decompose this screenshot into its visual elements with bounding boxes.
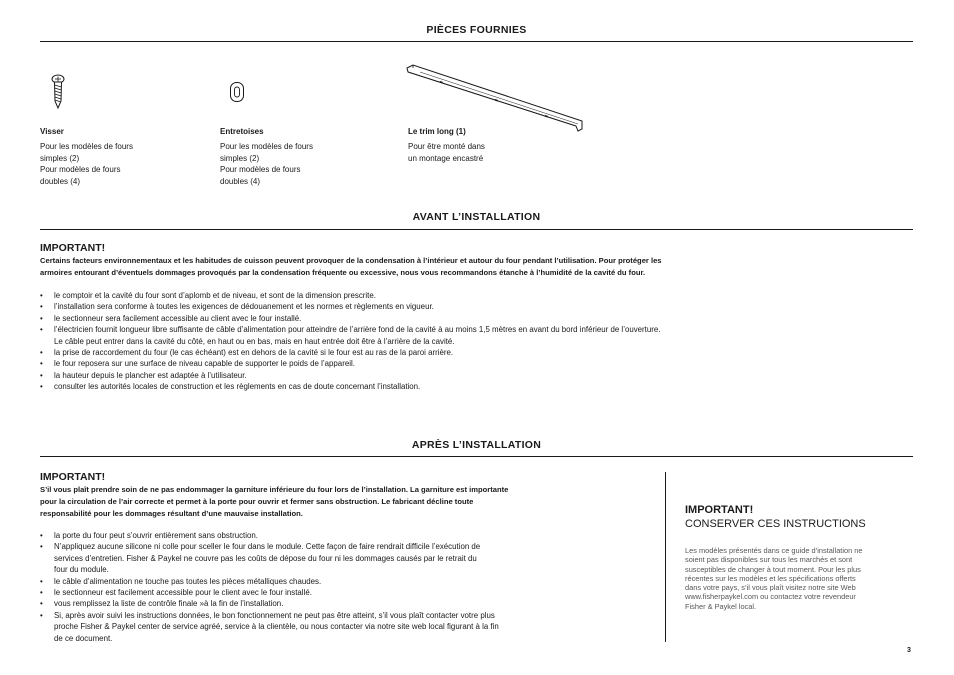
after-section-title: APRÈS L’INSTALLATION <box>411 439 542 451</box>
screw-icon <box>48 74 68 110</box>
note-line: Les modèles présentés dans ce guide d’installation ne <box>685 546 863 555</box>
page-number: 3 <box>907 647 911 654</box>
important-text <box>40 255 913 279</box>
important-line: Certains facteurs environnementaux et les habitudes de cuisson peuvent provoquer de la condensation à l’intérieur et autour du four pendant l’utilisation. Pour protéger les <box>40 256 662 265</box>
part-name: Entretoises <box>220 127 264 136</box>
list-item: • vous remplissez la liste de contrôle finale »à la fin de l’installation. <box>40 598 660 609</box>
part-item-spacer <box>220 127 390 187</box>
important-line: armoires entourant d’éventuels dommages provoqués par la condensation fréquente ou excessive, nous vous recommandons étanche à l’humidité de la cavité du four. <box>40 268 646 277</box>
part-name: Le trim long (1) <box>408 127 466 136</box>
note-line: soient pas disponibles sur tous les marchés et sont <box>685 555 853 565</box>
note-line: susceptibles de changer à tout moment. Pour les plus <box>685 564 861 574</box>
note-line: dans votre pays, s’il vous plaît visitez notre site Web <box>685 583 856 593</box>
part-name: Visser <box>40 127 64 136</box>
spacer-icon <box>229 81 245 103</box>
list-item: • le four reposera sur une surface de niveau capable de supporter le poids de l’appareil. <box>40 358 913 369</box>
before-important-block <box>40 242 913 279</box>
part-item-trim <box>408 127 578 164</box>
after-checklist <box>40 530 660 644</box>
list-item: • le câble d’alimentation ne touche pas toutes les pièces métalliques chaudes. <box>40 576 660 587</box>
list-item: • l’électricien fournit longueur libre suffisante de câble d’alimentation pour atteindre de l’arrière fond de la cavité à au moins 1,5 mètres en avant du bord inférieur de l’ouverture. Le câble peut entrer dans la cavité du côté, en haut ou en bas, mais en haut entrée doit être à l’arrière de la cavité. <box>40 324 913 347</box>
part-description <box>408 141 578 164</box>
trim-icon <box>400 62 590 136</box>
important-line: pour la circulation de l’air correcte et permet à la porte pour ouvrir et fermer sans obstruction. Le fabricant décline toute <box>40 497 474 506</box>
part-desc-line: doubles (4) <box>220 176 261 186</box>
before-checklist <box>40 290 913 393</box>
part-description <box>40 141 210 187</box>
part-desc-line: Pour les modèles de fours <box>220 142 313 151</box>
part-desc-line: simples (2) <box>40 153 80 163</box>
important-text <box>40 484 660 520</box>
after-divider <box>40 456 913 457</box>
models-note <box>685 546 915 611</box>
part-desc-line: simples (2) <box>220 153 260 163</box>
part-desc-line: Pour modèles de fours <box>40 165 121 174</box>
before-section-title: AVANT L’INSTALLATION <box>412 211 541 223</box>
note-line: www.fisherpaykel.com ou contactez votre revendeur <box>685 592 856 602</box>
part-desc-line: Pour les modèles de fours <box>40 142 133 151</box>
list-item: • l’installation sera conforme à toutes les exigences de dédouanement et les normes et règlements en vigueur. <box>40 301 913 312</box>
important-heading: IMPORTANT! <box>40 242 106 254</box>
part-desc-line: doubles (4) <box>40 176 81 186</box>
important-line: responsabilité pour les dommages résultant d’une mauvaise installation. <box>40 509 303 518</box>
list-item: • N’appliquez aucune silicone ni colle pour sceller le four dans le module. Cette façon de faire rendrait difficile l’exécution de services d’entretien. Fisher & Paykel ne couvre pas les coûts de dépose du four ni les dommages causés par le retrait du four du module. <box>40 541 660 575</box>
part-item-screw <box>40 127 210 187</box>
column-divider <box>665 472 666 642</box>
part-desc-line: Pour être monté dans <box>408 142 485 151</box>
part-desc-line: un montage encastré <box>408 153 484 163</box>
keep-instructions-block <box>685 504 915 531</box>
list-item: • le comptoir et la cavité du four sont d’aplomb et de niveau, et sont de la dimension prescrite. <box>40 290 913 301</box>
part-description <box>220 141 390 187</box>
after-important-block <box>40 471 660 520</box>
part-desc-line: Pour modèles de fours <box>220 165 301 174</box>
keep-subheading: CONSERVER CES INSTRUCTIONS <box>685 517 866 530</box>
list-item: • le sectionneur est facilement accessible pour le client avec le four installé. <box>40 587 660 598</box>
parts-section-title: PIÈCES FOURNIES <box>426 24 527 36</box>
important-line: S’il vous plaît prendre soin de ne pas endommager la garniture inférieure du four lors de l’installation. La garniture est importante <box>40 485 509 494</box>
list-item: • consulter les autorités locales de construction et les règlements en cas de doute concernant l’installation. <box>40 381 913 392</box>
list-item: • la porte du four peut s’ouvrir entièrement sans obstruction. <box>40 530 660 541</box>
important-heading: IMPORTANT! <box>40 471 106 483</box>
note-line: récentes sur les modèles et les spécifications offerts <box>685 573 856 583</box>
note-line: Fisher & Paykel local. <box>685 601 757 611</box>
keep-heading: IMPORTANT! <box>685 504 754 516</box>
list-item: • Si, après avoir suivi les instructions données, le bon fonctionnement ne peut pas être atteint, s’il vous plaît contacter votre plus proche Fisher & Paykel center de service agréé, service à la clientèle, ou nous contacter via notre site web local figurant à la fin de ce document. <box>40 610 660 644</box>
list-item: • la hauteur depuis le plancher est adaptée à l’utilisateur. <box>40 370 913 381</box>
before-divider <box>40 229 913 230</box>
parts-divider <box>40 41 913 42</box>
list-item: • le sectionneur sera facilement accessible au client avec le four installé. <box>40 313 913 324</box>
list-item: • la prise de raccordement du four (le cas échéant) est en dehors de la cavité si le four est au ras de la paroi arrière. <box>40 347 913 358</box>
